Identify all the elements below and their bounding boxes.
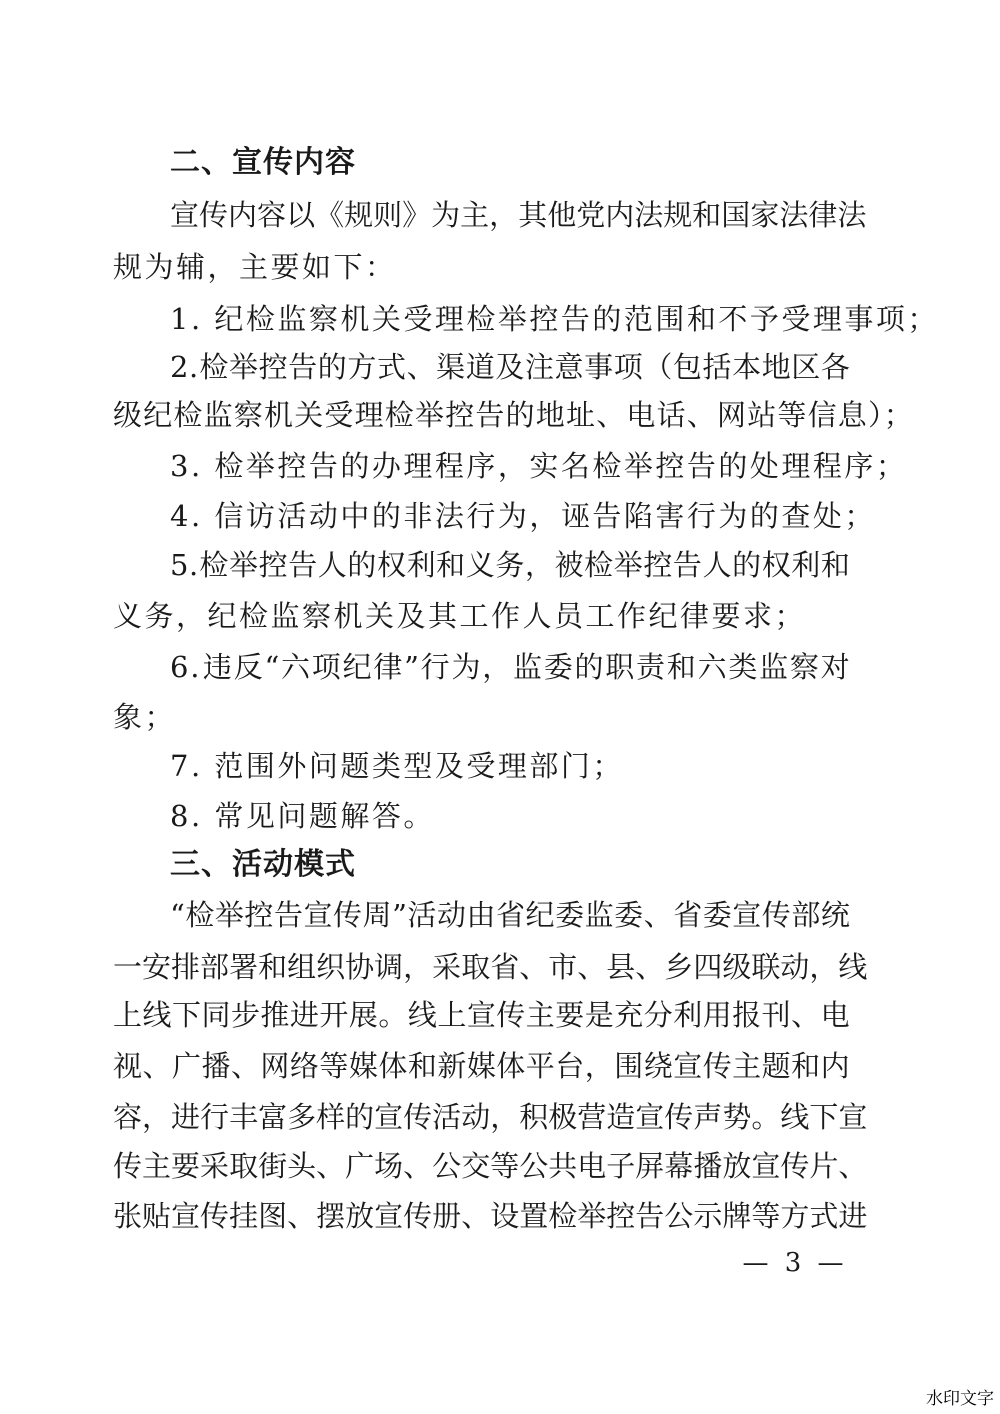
list-item: 4. 信访活动中的非法行为，诬告陷害行为的查处； xyxy=(170,499,876,533)
paragraph-line: 宣 传 内 容 以 《 规 则 》 为 主 ， 其 他 党 内 法 规 和 国 家 法 律 法 xyxy=(170,198,867,232)
list-item: 5 . 检 举 控 告 人 的 权 利 和 义 务 ， 被 检 举 控 告 人 的 权 利 和 xyxy=(170,548,850,582)
watermark-text: 水印文字 xyxy=(926,1389,994,1409)
list-item: 6 . 违 反 “ 六 项 纪 律 ” 行 为 ， 监 委 的 职 责 和 六 类 监 察 对 xyxy=(170,650,850,684)
page-number: — 3 — xyxy=(742,1248,848,1278)
section-heading: 三、活动模式 xyxy=(170,847,356,882)
paragraph-line: “ 检 举 控 告 宣 传 周 ” 活 动 由 省 纪 委 监 委 、 省 委 宣 传 部 统 xyxy=(170,898,850,932)
paragraph-line: 规为辅，主要如下： xyxy=(113,250,397,284)
paragraph-line: 容 ， 进 行 丰 富 多 样 的 宣 传 活 动 ， 积 极 营 造 宣 传 声 势 。 线 下 宣 xyxy=(113,1100,868,1134)
list-item-continuation: 象； xyxy=(113,700,177,734)
list-item: 8. 常见问题解答。 xyxy=(170,799,435,833)
list-item-continuation: 义务，纪检监察机关及其工作人员工作纪律要求； xyxy=(113,599,807,633)
list-item: 3. 检举控告的办理程序，实名检举控告的处理程序； xyxy=(170,449,908,483)
list-item: 7. 范围外问题类型及受理部门； xyxy=(170,749,624,783)
paragraph-line: 张 贴 宣 传 挂 图 、 摆 放 宣 传 册 、 设 置 检 举 控 告 公 示 牌 等 方 式 进 xyxy=(113,1199,868,1233)
list-item: 2 . 检 举 控 告 的 方 式 、 渠 道 及 注 意 事 项 （ 包 括 本 地 区 各 xyxy=(170,350,850,384)
paragraph-line: 视 、 广 播 、 网 络 等 媒 体 和 新 媒 体 平 台 ， 围 绕 宣 传 主 题 和 内 xyxy=(113,1049,850,1083)
paragraph-line: 上 线 下 同 步 推 进 开 展 。 线 上 宣 传 主 要 是 充 分 利 用 报 刊 、 电 xyxy=(113,998,850,1032)
paragraph-line: 传 主 要 采 取 街 头 、 广 场 、 公 交 等 公 共 电 子 屏 幕 播 放 宣 传 片 、 xyxy=(113,1149,868,1183)
paragraph-line: 一 安 排 部 署 和 组 织 协 调 ， 采 取 省 、 市 、 县 、 乡 四 级 联 动 ， 线 xyxy=(113,950,868,984)
list-item-continuation: 级纪检监察机关受理检举控告的地址、电话、网站等信息）； xyxy=(113,398,914,432)
list-item: 1. 纪检监察机关受理检举控告的范围和不予受理事项； xyxy=(170,302,939,336)
section-heading: 二、宣传内容 xyxy=(170,145,356,180)
